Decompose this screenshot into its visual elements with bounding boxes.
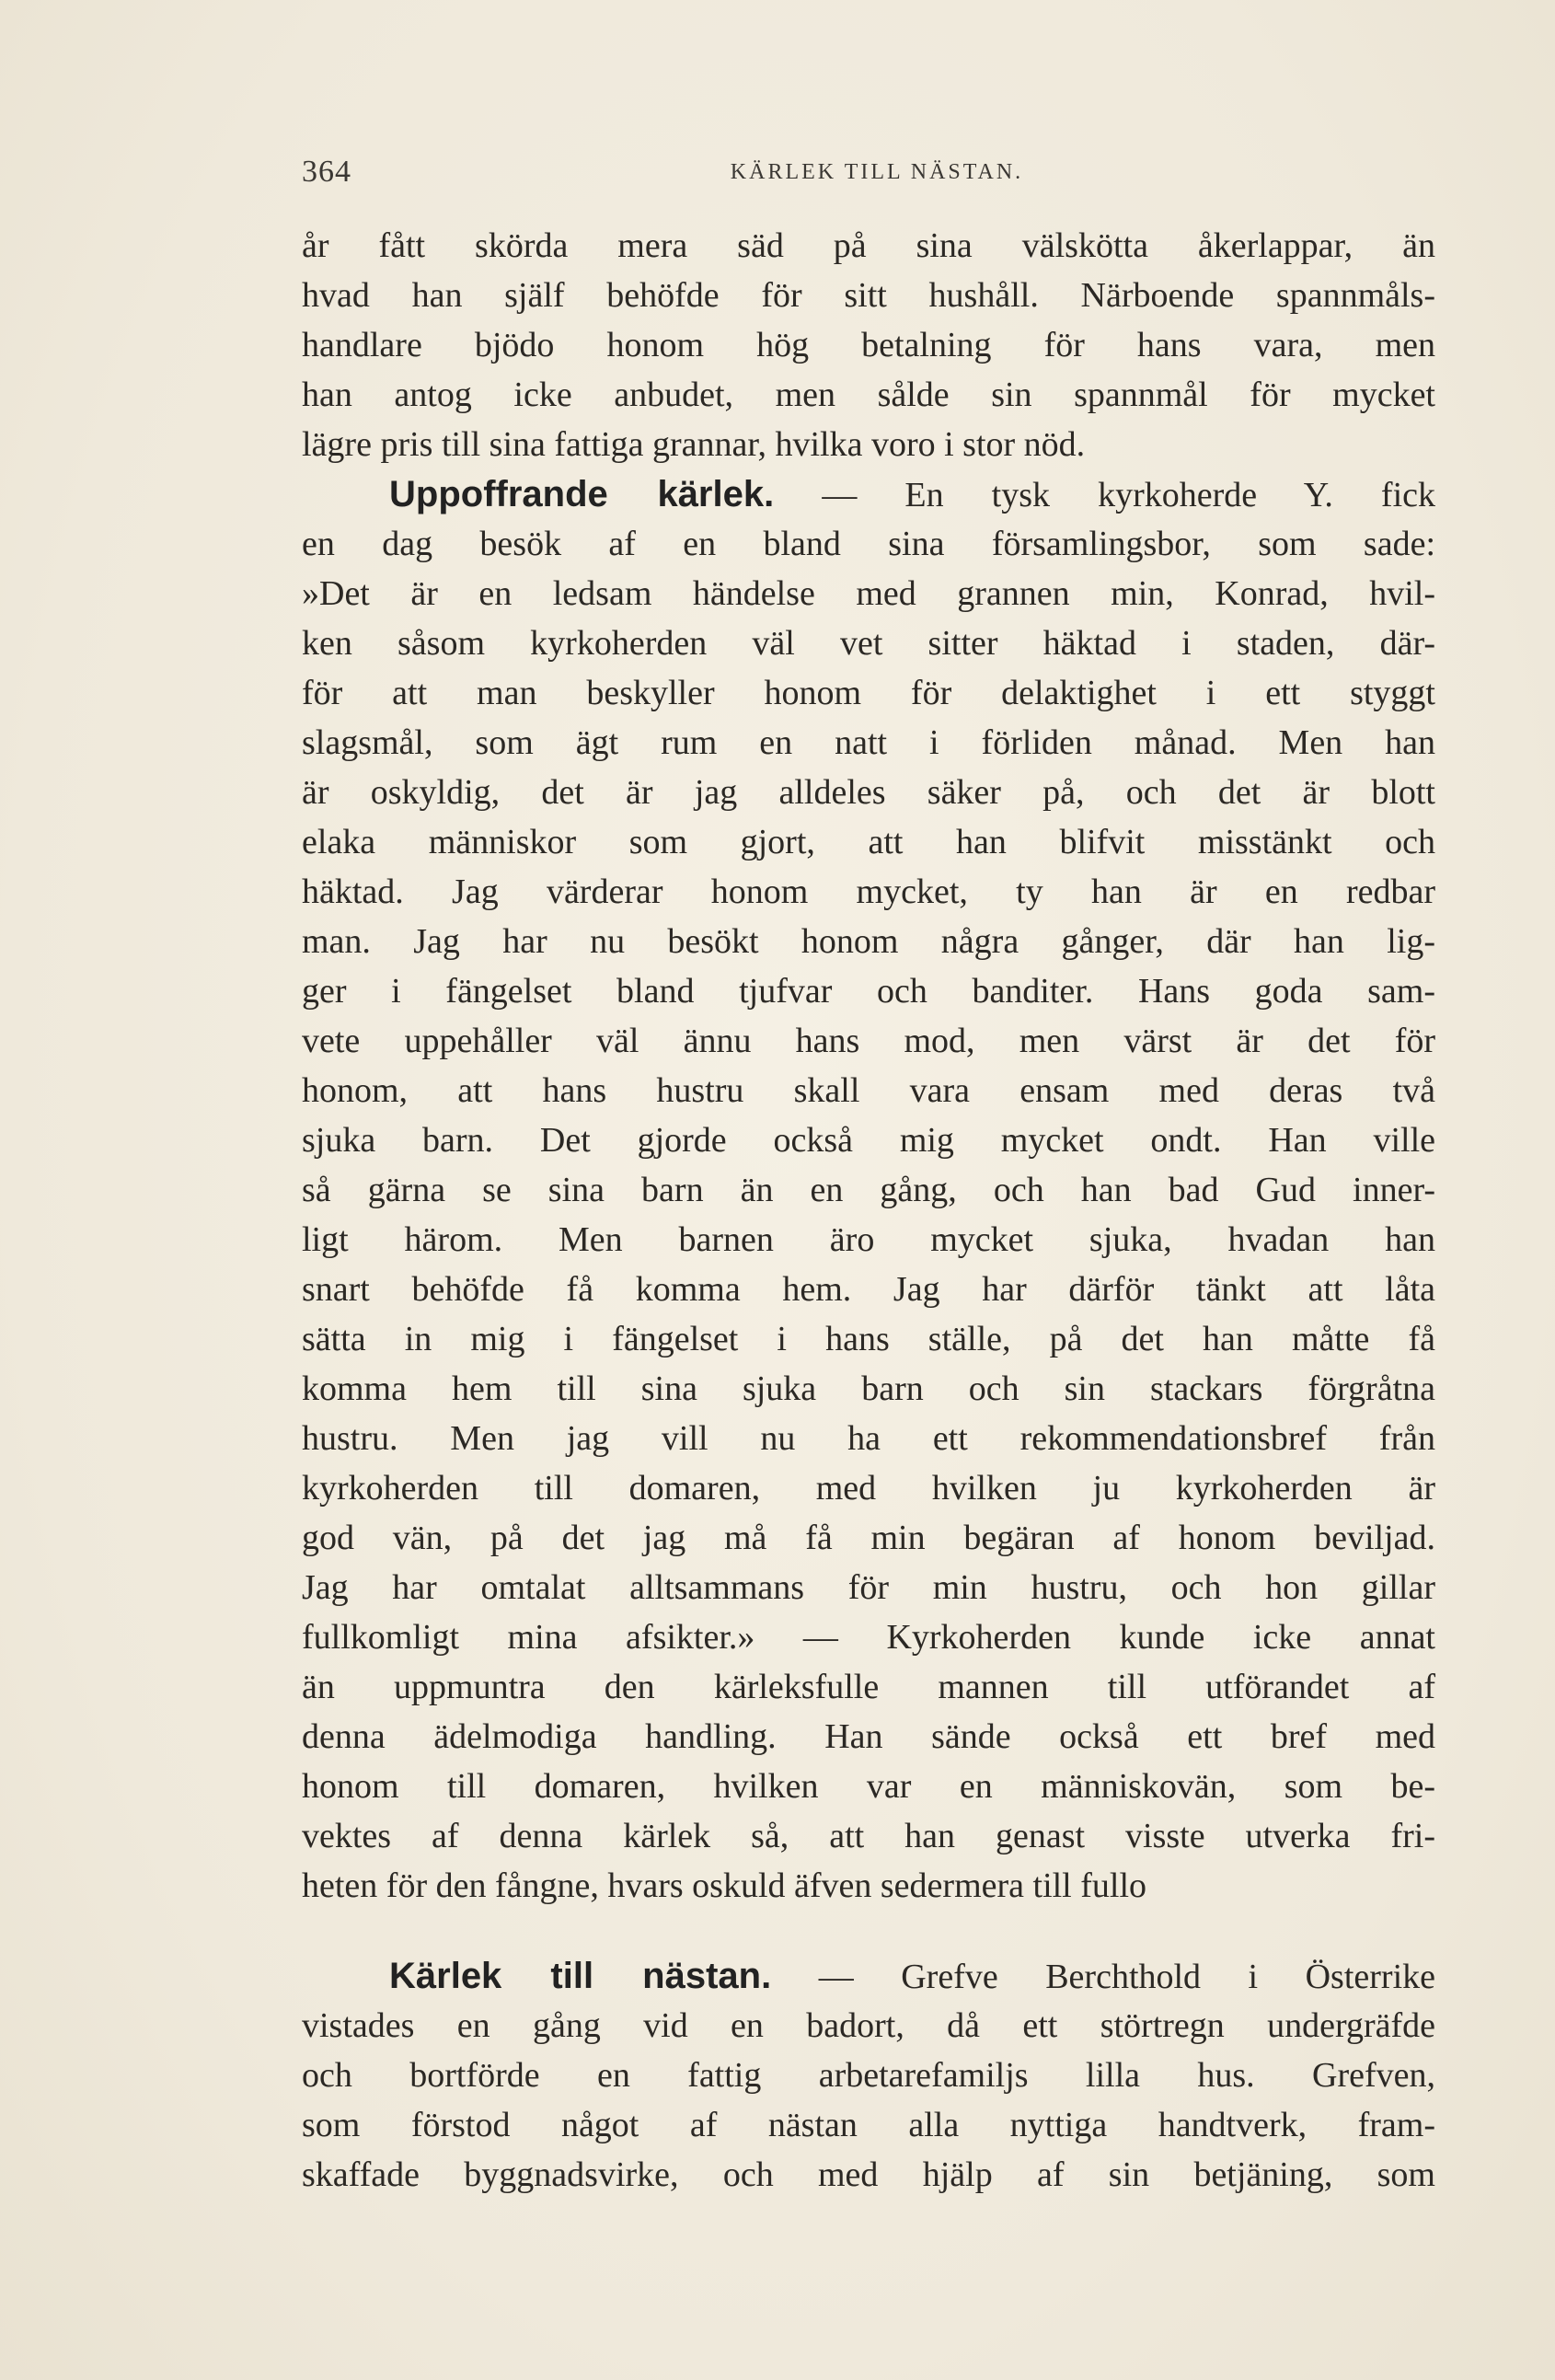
paragraph-1: [302, 221, 1435, 469]
text-line: elaka människor som gjort, att han blifvit misstänkt och: [302, 823, 1435, 861]
text-line: handlare bjödo honom hög betalning för hans vara, men: [302, 326, 1435, 364]
paragraph-3: [302, 1951, 1435, 2200]
text-line: Jag har omtalat alltsammans för min hustru, och hon gillar: [302, 1568, 1435, 1607]
text-line: vistades en gång vid en badort, då ett störtregn undergräfde: [302, 2006, 1435, 2045]
heading-line: [302, 1951, 1435, 2001]
text-line: ligt härom. Men barnen äro mycket sjuka, hvadan han: [302, 1220, 1435, 1259]
text-line: denna ädelmodiga handling. Han sände också ett bref med: [302, 1717, 1435, 1756]
text-line: honom, att hans hustru skall vara ensam med deras två: [302, 1071, 1435, 1110]
text-line: häktad. Jag värderar honom mycket, ty han är en redbar: [302, 872, 1435, 911]
section-heading: Uppoffrande kärlek.: [389, 474, 775, 514]
text-line: som förstod något af nästan alla nyttiga handtverk, fram-: [302, 2106, 1435, 2144]
text-line: skaffade byggnadsvirke, och med hjälp af sin betjäning, som: [302, 2155, 1435, 2194]
text-line: god vän, på det jag må få min begäran af honom beviljad.: [302, 1519, 1435, 1557]
text-line: en dag besök af en bland sina församlingsbor, som sade:: [302, 525, 1435, 563]
paragraph-2: [302, 469, 1435, 1911]
text-line: hvad han själf behöfde för sitt hushåll. Närboende spannmåls-: [302, 276, 1435, 315]
text-line: fullkomligt mina afsikter.» — Kyrkoherden kunde icke annat: [302, 1618, 1435, 1657]
text-line: honom till domaren, hvilken var en människovän, som be-: [302, 1767, 1435, 1806]
text-line: än uppmuntra den kärleksfulle mannen till utförandet af: [302, 1668, 1435, 1706]
heading-line: [302, 469, 1435, 519]
text-line: lägre pris till sina fattiga grannar, hvilka voro i stor nöd.: [302, 425, 1086, 464]
running-title: KÄRLEK TILL NÄSTAN.: [730, 160, 1024, 184]
text-line: ger i fängelset bland tjufvar och banditer. Hans goda sam-: [302, 972, 1435, 1011]
text-line: vete uppehåller väl ännu hans mod, men värst är det för: [302, 1022, 1435, 1060]
text-line: vektes af denna kärlek så, att han genast visste utverka fri-: [302, 1817, 1435, 1855]
text-line: han antog icke anbudet, men sålde sin spannmål för mycket: [302, 375, 1435, 414]
page-body: [302, 221, 1435, 2200]
text-line: snart behöfde få komma hem. Jag har därför tänkt att låta: [302, 1270, 1435, 1309]
page-number: 364: [302, 155, 351, 189]
text-line: man. Jag har nu besökt honom några gånger, där han lig-: [302, 922, 1435, 961]
text-run: — En tysk kyrkoherde Y. fick: [822, 476, 1436, 514]
text-line: slagsmål, som ägt rum en natt i förliden månad. Men han: [302, 723, 1435, 762]
text-line: och bortförde en fattig arbetarefamiljs lilla hus. Grefven,: [302, 2056, 1435, 2095]
text-line: komma hem till sina sjuka barn och sin stackars förgråtna: [302, 1369, 1435, 1408]
text-line: är oskyldig, det är jag alldeles säker på, och det är blott: [302, 773, 1435, 812]
page-header: [302, 155, 1434, 201]
text-line: hustru. Men jag vill nu ha ett rekommendationsbref från: [302, 1419, 1435, 1458]
text-line: kyrkoherden till domaren, med hvilken ju kyrkoherden är: [302, 1469, 1435, 1508]
text-line: sätta in mig i fängelset i hans ställe, på det han måtte få: [302, 1320, 1435, 1358]
text-line: ken såsom kyrkoherden väl vet sitter häktad i staden, där-: [302, 624, 1435, 663]
text-line: »Det är en ledsam händelse med grannen min, Konrad, hvil-: [302, 574, 1435, 613]
text-line: heten för den fångne, hvars oskuld äfven sedermera till fullo: [302, 1866, 1147, 1905]
text-line: så gärna se sina barn än en gång, och han bad Gud inner-: [302, 1171, 1435, 1209]
text-line: för att man beskyller honom för delaktighet i ett styggt: [302, 674, 1435, 712]
section-heading: Kärlek till nästan.: [389, 1956, 772, 1996]
text-line: sjuka barn. Det gjorde också mig mycket ondt. Han ville: [302, 1121, 1435, 1160]
text-line: år fått skörda mera säd på sina välskötta åkerlappar, än: [302, 226, 1435, 265]
paragraph-gap: [302, 1911, 1435, 1951]
text-run: — Grefve Berchthold i Österrike: [818, 1958, 1436, 1996]
